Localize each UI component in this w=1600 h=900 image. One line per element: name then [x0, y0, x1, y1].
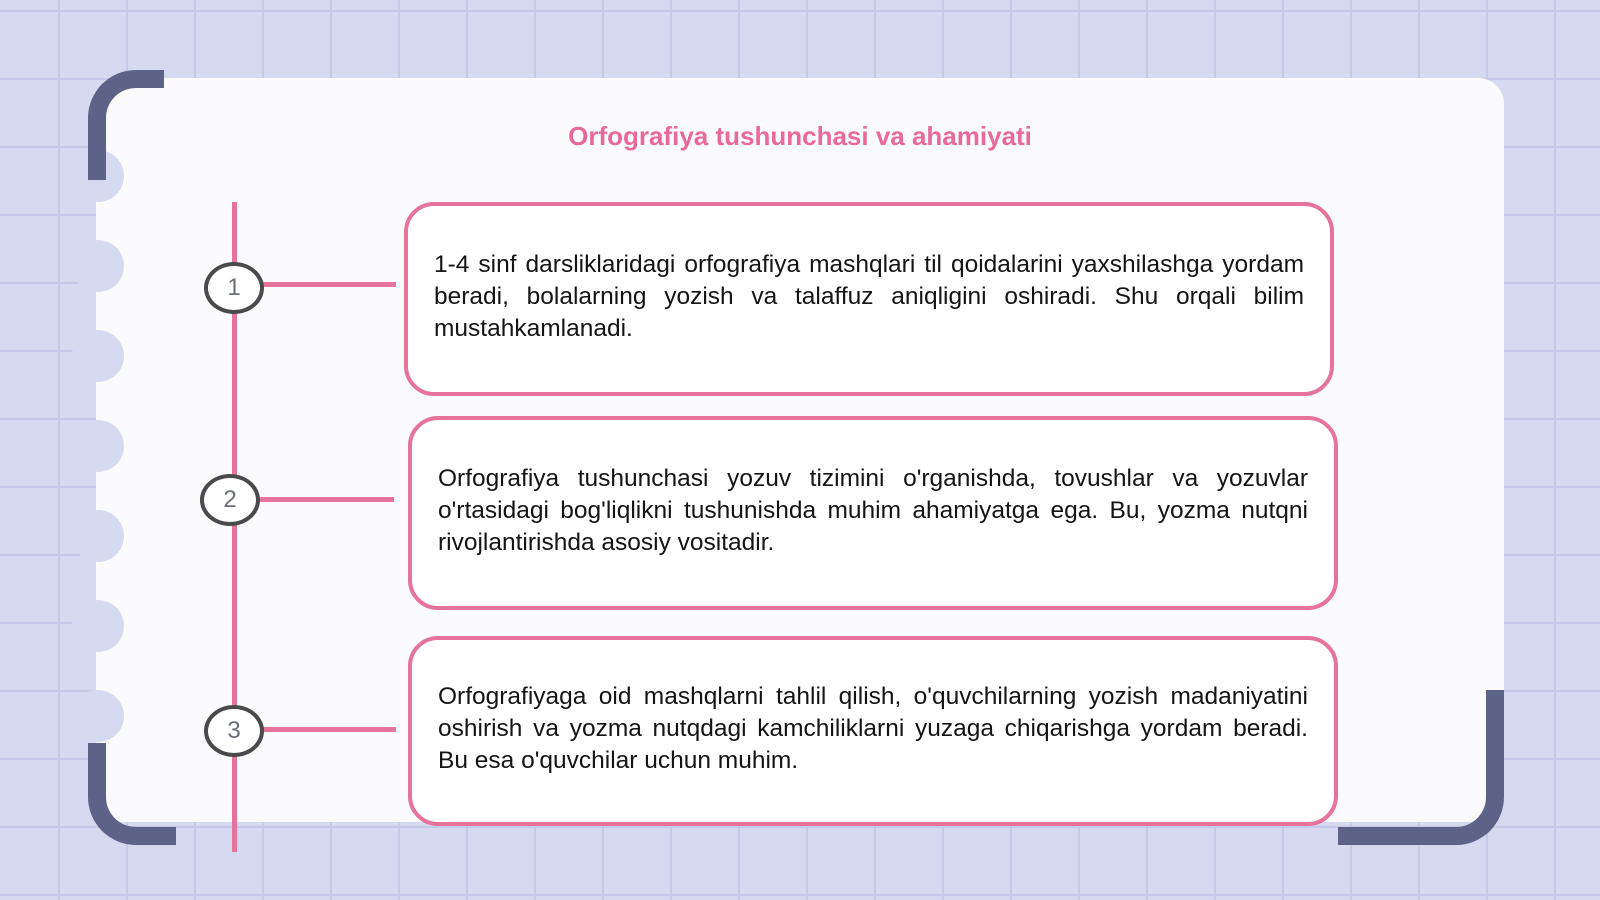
slide-title: Orfografiya tushunchasi va ahamiyati	[568, 121, 1032, 151]
info-box-text: Orfografiya tushunchasi yozuv tizimini o'rganishda, tovushlar va yozuvlar o'rtasidagi bog'liqlikni tushunishda muhim ahamiyatga ega. Bu, yozma nutqni rivojlantirishda asosiy vositadir.	[438, 465, 1308, 556]
card-edge-notch	[72, 600, 124, 652]
frame-corner-bottom-left	[88, 743, 176, 845]
card-edge-notch	[72, 240, 124, 292]
frame-corner-bottom-right	[1338, 690, 1504, 845]
timeline-connector	[260, 497, 394, 502]
step-number-badge: 1	[204, 262, 264, 314]
info-box	[404, 202, 1334, 396]
step-number-badge: 2	[200, 474, 260, 526]
timeline-connector	[262, 282, 396, 287]
card-edge-notch	[72, 690, 124, 742]
info-box-text: Orfografiyaga oid mashqlarni tahlil qilish, o'quvchilarning yozish madaniyatini oshirish va yozma nutqdagi kamchiliklarni yuzaga chiqarishga yordam beradi. Bu esa o'quvchilar uchun muhim.	[438, 683, 1308, 774]
info-box	[408, 416, 1338, 610]
step-number-badge: 3	[204, 705, 264, 757]
card-edge-notch	[72, 330, 124, 382]
info-box	[408, 636, 1338, 826]
timeline-connector	[262, 727, 396, 732]
card-edge-notch	[72, 420, 124, 472]
info-box-text: 1-4 sinf darsliklaridagi orfografiya mashqlari til qoidalarini yaxshilashga yordam beradi, bolalarning yozish va talaffuz aniqligini oshiradi. Shu orqali bilim mustahkamlanadi.	[434, 251, 1304, 342]
card-edge-notch	[72, 510, 124, 562]
